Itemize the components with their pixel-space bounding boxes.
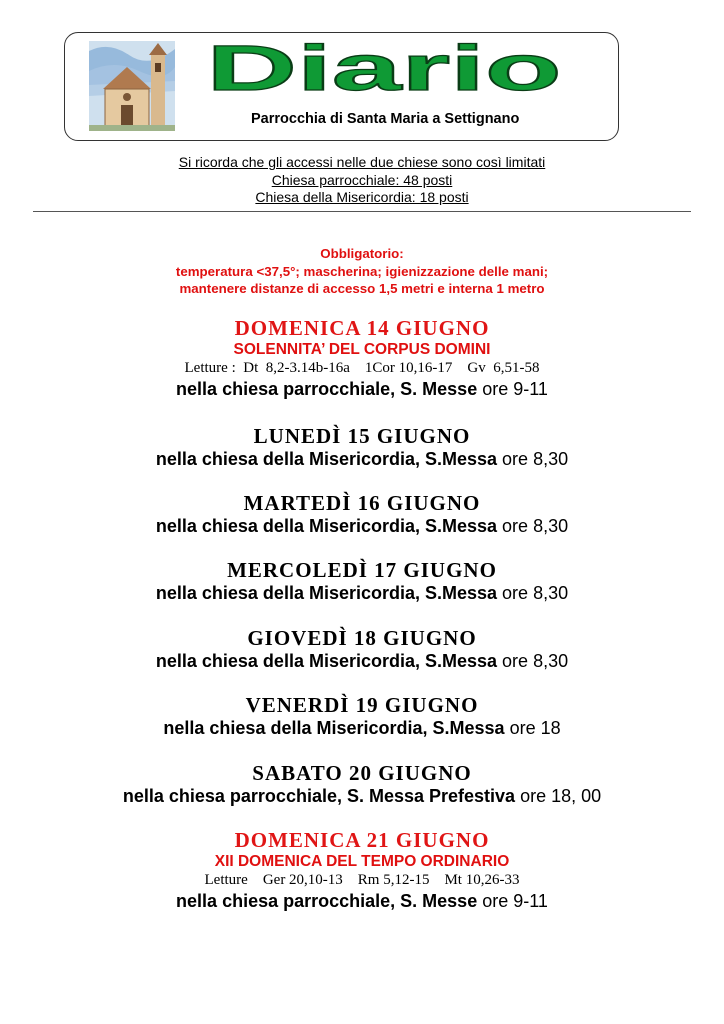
- feast-name: XII DOMENICA DEL TEMPO ORDINARIO: [214, 853, 510, 870]
- day-entry: [0, 317, 724, 401]
- mass-info: [0, 717, 724, 740]
- divider: [33, 211, 691, 212]
- day-date: SABATO 20 GIUGNO: [252, 761, 472, 785]
- access-notice: [0, 154, 724, 207]
- mass-place: nella chiesa della Misericordia, S.Messa: [155, 449, 498, 469]
- day-entry: [0, 492, 724, 538]
- requirements-line: mantenere distanze di accesso 1,5 metri e interna 1 metro: [179, 281, 545, 296]
- feast-name: SOLENNITA’ DEL CORPUS DOMINI: [233, 341, 491, 358]
- masthead-title: [201, 35, 567, 101]
- mass-time: ore 18, 00: [515, 786, 602, 806]
- mass-time: ore 8,30: [497, 651, 569, 671]
- church-image: [89, 41, 175, 131]
- masthead-text: Diario: [206, 35, 562, 101]
- mass-place: nella chiesa della Misericordia, S.Messa: [155, 583, 498, 603]
- mass-info: [0, 515, 724, 538]
- mass-info: [0, 582, 724, 605]
- mass-time: ore 9-11: [477, 891, 548, 911]
- mass-info: [0, 378, 724, 401]
- parish-name: Parrocchia di Santa Maria a Settignano: [251, 111, 520, 127]
- mass-info: [0, 448, 724, 471]
- mass-place: nella chiesa della Misericordia, S.Messa: [155, 516, 498, 536]
- mass-place: nella chiesa della Misericordia, S.Messa: [163, 718, 505, 738]
- mass-time: ore 8,30: [497, 583, 569, 603]
- day-entry: [0, 559, 724, 605]
- day-date: MERCOLEDÌ 17 GIUGNO: [227, 558, 497, 582]
- notice-line: Si ricorda che gli accessi nelle due chiese sono così limitati: [178, 154, 546, 170]
- mass-info: [0, 650, 724, 673]
- header-box: [64, 32, 619, 141]
- readings: Letture Ger 20,10-13 Rm 5,12-15 Mt 10,26-33: [204, 872, 520, 888]
- mass-info: [0, 785, 724, 808]
- mass-time: ore 8,30: [497, 449, 569, 469]
- day-date: VENERDÌ 19 GIUGNO: [245, 693, 479, 717]
- readings: Letture : Dt 8,2-3.14b-16a 1Cor 10,16-17 Gv 6,51-58: [184, 360, 540, 376]
- notice-line: Chiesa della Misericordia: 18 posti: [255, 189, 469, 205]
- day-date: DOMENICA 14 GIUGNO: [234, 316, 490, 340]
- day-entry: [0, 627, 724, 673]
- day-date: MARTEDÌ 16 GIUGNO: [243, 491, 481, 515]
- mass-place: nella chiesa parrocchiale, S. Messe: [176, 891, 478, 911]
- mass-place: nella chiesa parrocchiale, S. Messe: [176, 379, 478, 399]
- mass-time: ore 8,30: [497, 516, 569, 536]
- day-date: GIOVEDÌ 18 GIUGNO: [247, 626, 477, 650]
- day-entry: [0, 762, 724, 808]
- day-entry: [0, 694, 724, 740]
- notice-line: Chiesa parrocchiale: 48 posti: [271, 171, 453, 188]
- day-entry: [0, 425, 724, 471]
- requirements-block: [0, 245, 724, 298]
- mass-info: [0, 890, 724, 913]
- mass-place: nella chiesa parrocchiale, S. Messa Prefestiva: [122, 786, 516, 806]
- requirements-title: Obbligatorio:: [320, 246, 404, 261]
- mass-time: ore 18: [504, 718, 561, 738]
- day-date: LUNEDÌ 15 GIUGNO: [253, 424, 471, 448]
- day-date: DOMENICA 21 GIUGNO: [234, 828, 490, 852]
- day-entry: [0, 829, 724, 913]
- mass-place: nella chiesa della Misericordia, S.Messa: [155, 651, 498, 671]
- requirements-line: temperatura <37,5°; mascherina; igienizzazione delle mani;: [175, 263, 549, 279]
- mass-time: ore 9-11: [477, 379, 548, 399]
